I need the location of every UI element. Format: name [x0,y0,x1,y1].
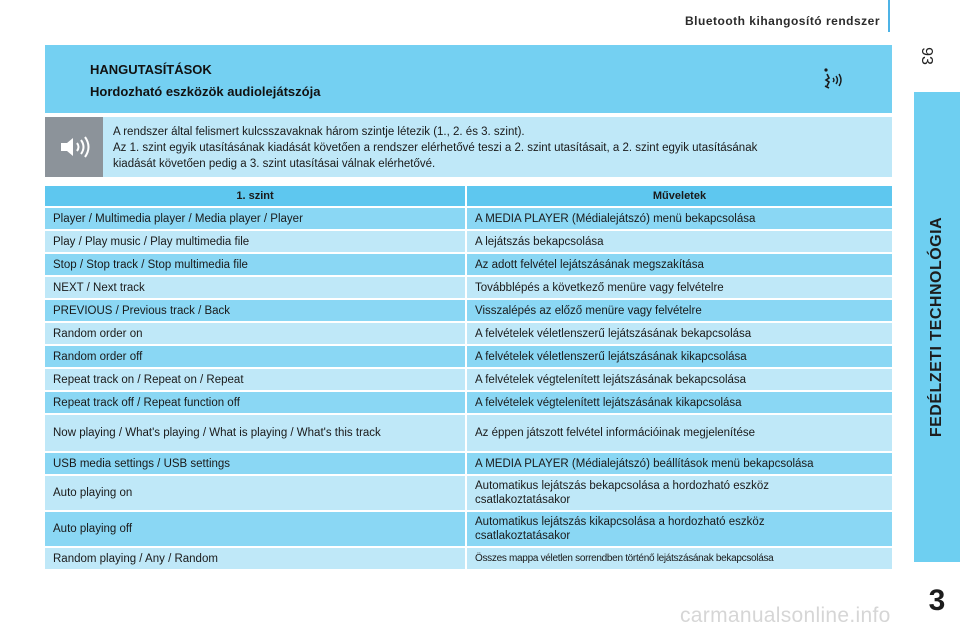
action-line: csatlakoztatásakor [475,494,571,506]
intro-line: kiadását követően pedig a 3. szint utasításai válnak elérhetővé. [113,158,436,170]
voice-commands-table [45,184,892,571]
table-row [45,453,892,474]
table-row [45,512,892,546]
action-cell: A felvételek végtelenített lejátszásának kikapcsolása [465,392,892,413]
action-line: csatlakoztatásakor [475,530,571,542]
table-row [45,476,892,510]
action-cell: A MEDIA PLAYER (Médialejátszó) menü bekapcsolása [465,208,892,229]
intro-text [113,124,883,172]
table-row [45,323,892,344]
table-row [45,346,892,367]
command-cell: Player / Multimedia player / Media player / Player [45,208,465,229]
command-cell: Random order off [45,346,465,367]
command-cell: Random playing / Any / Random [45,548,465,569]
command-cell: USB media settings / USB settings [45,453,465,474]
page-heading: HANGUTASÍTÁSOK [90,62,212,77]
action-cell: A felvételek véletlenszerű lejátszásának kikapcsolása [465,346,892,367]
intro-line: A rendszer által felismert kulcsszavaknak három szintje létezik (1., 2. és 3. szint). [113,126,525,138]
action-cell: Az éppen játszott felvétel információinak megjelenítése [465,415,892,451]
table-row [45,415,892,451]
table-row [45,392,892,413]
side-tab-label-wrap [914,92,960,562]
command-cell: Now playing / What's playing / What is playing / What's this track [45,415,465,451]
command-cell: Repeat track off / Repeat function off [45,392,465,413]
action-cell: Összes mappa véletlen sorrendben történő lejátszásának bekapcsolása [465,548,892,569]
section-title: Bluetooth kihangosító rendszer [684,14,880,28]
table-row [45,208,892,229]
action-cell [465,512,892,546]
page-number: 93 [918,47,935,65]
page-subheading: Hordozható eszközök audiolejátszója [90,84,321,99]
column-header-actions: Műveletek [465,186,892,206]
speaker-voice-icon [57,133,91,161]
command-cell: Random order on [45,323,465,344]
command-cell: Auto playing on [45,476,465,510]
watermark: carmanualsonline.info [680,604,891,627]
action-cell: A felvételek végtelenített lejátszásának bekapcsolása [465,369,892,390]
column-header-level: 1. szint [45,186,465,206]
intro-line: Az 1. szint egyik utasításának kiadását követően a rendszer elérhetővé teszi a 2. szint utasításait, a 2. szint egyik utasításának [113,142,758,154]
intro-icon-box [45,117,103,177]
action-cell: A MEDIA PLAYER (Médialejátszó) beállítások menü bekapcsolása [465,453,892,474]
command-cell: NEXT / Next track [45,277,465,298]
command-cell: Repeat track on / Repeat on / Repeat [45,369,465,390]
action-cell: A lejátszás bekapcsolása [465,231,892,252]
table-row [45,369,892,390]
command-cell: Play / Play music / Play multimedia file [45,231,465,252]
side-tab-label: FEDÉLZETI TECHNOLÓGIA [928,216,945,438]
action-cell: Visszalépés az előző menüre vagy felvételre [465,300,892,321]
table-row [45,548,892,569]
action-cell: Az adott felvétel lejátszásának megszakítása [465,254,892,275]
title-band [45,45,892,113]
chapter-number: 3 [914,562,960,640]
action-line: Automatikus lejátszás bekapcsolása a hordozható eszköz [475,480,770,492]
command-cell: Auto playing off [45,512,465,546]
table-row [45,300,892,321]
command-cell: PREVIOUS / Previous track / Back [45,300,465,321]
header-rule [888,0,890,32]
table-row [45,254,892,275]
action-cell [465,476,892,510]
action-cell: Továbblépés a következő menüre vagy felvételre [465,277,892,298]
action-cell: A felvételek véletlenszerű lejátszásának bekapcsolása [465,323,892,344]
voice-command-icon [820,66,846,94]
action-line: Automatikus lejátszás kikapcsolása a hordozható eszköz [475,516,765,528]
command-cell: Stop / Stop track / Stop multimedia file [45,254,465,275]
table-row [45,277,892,298]
table-row [45,231,892,252]
